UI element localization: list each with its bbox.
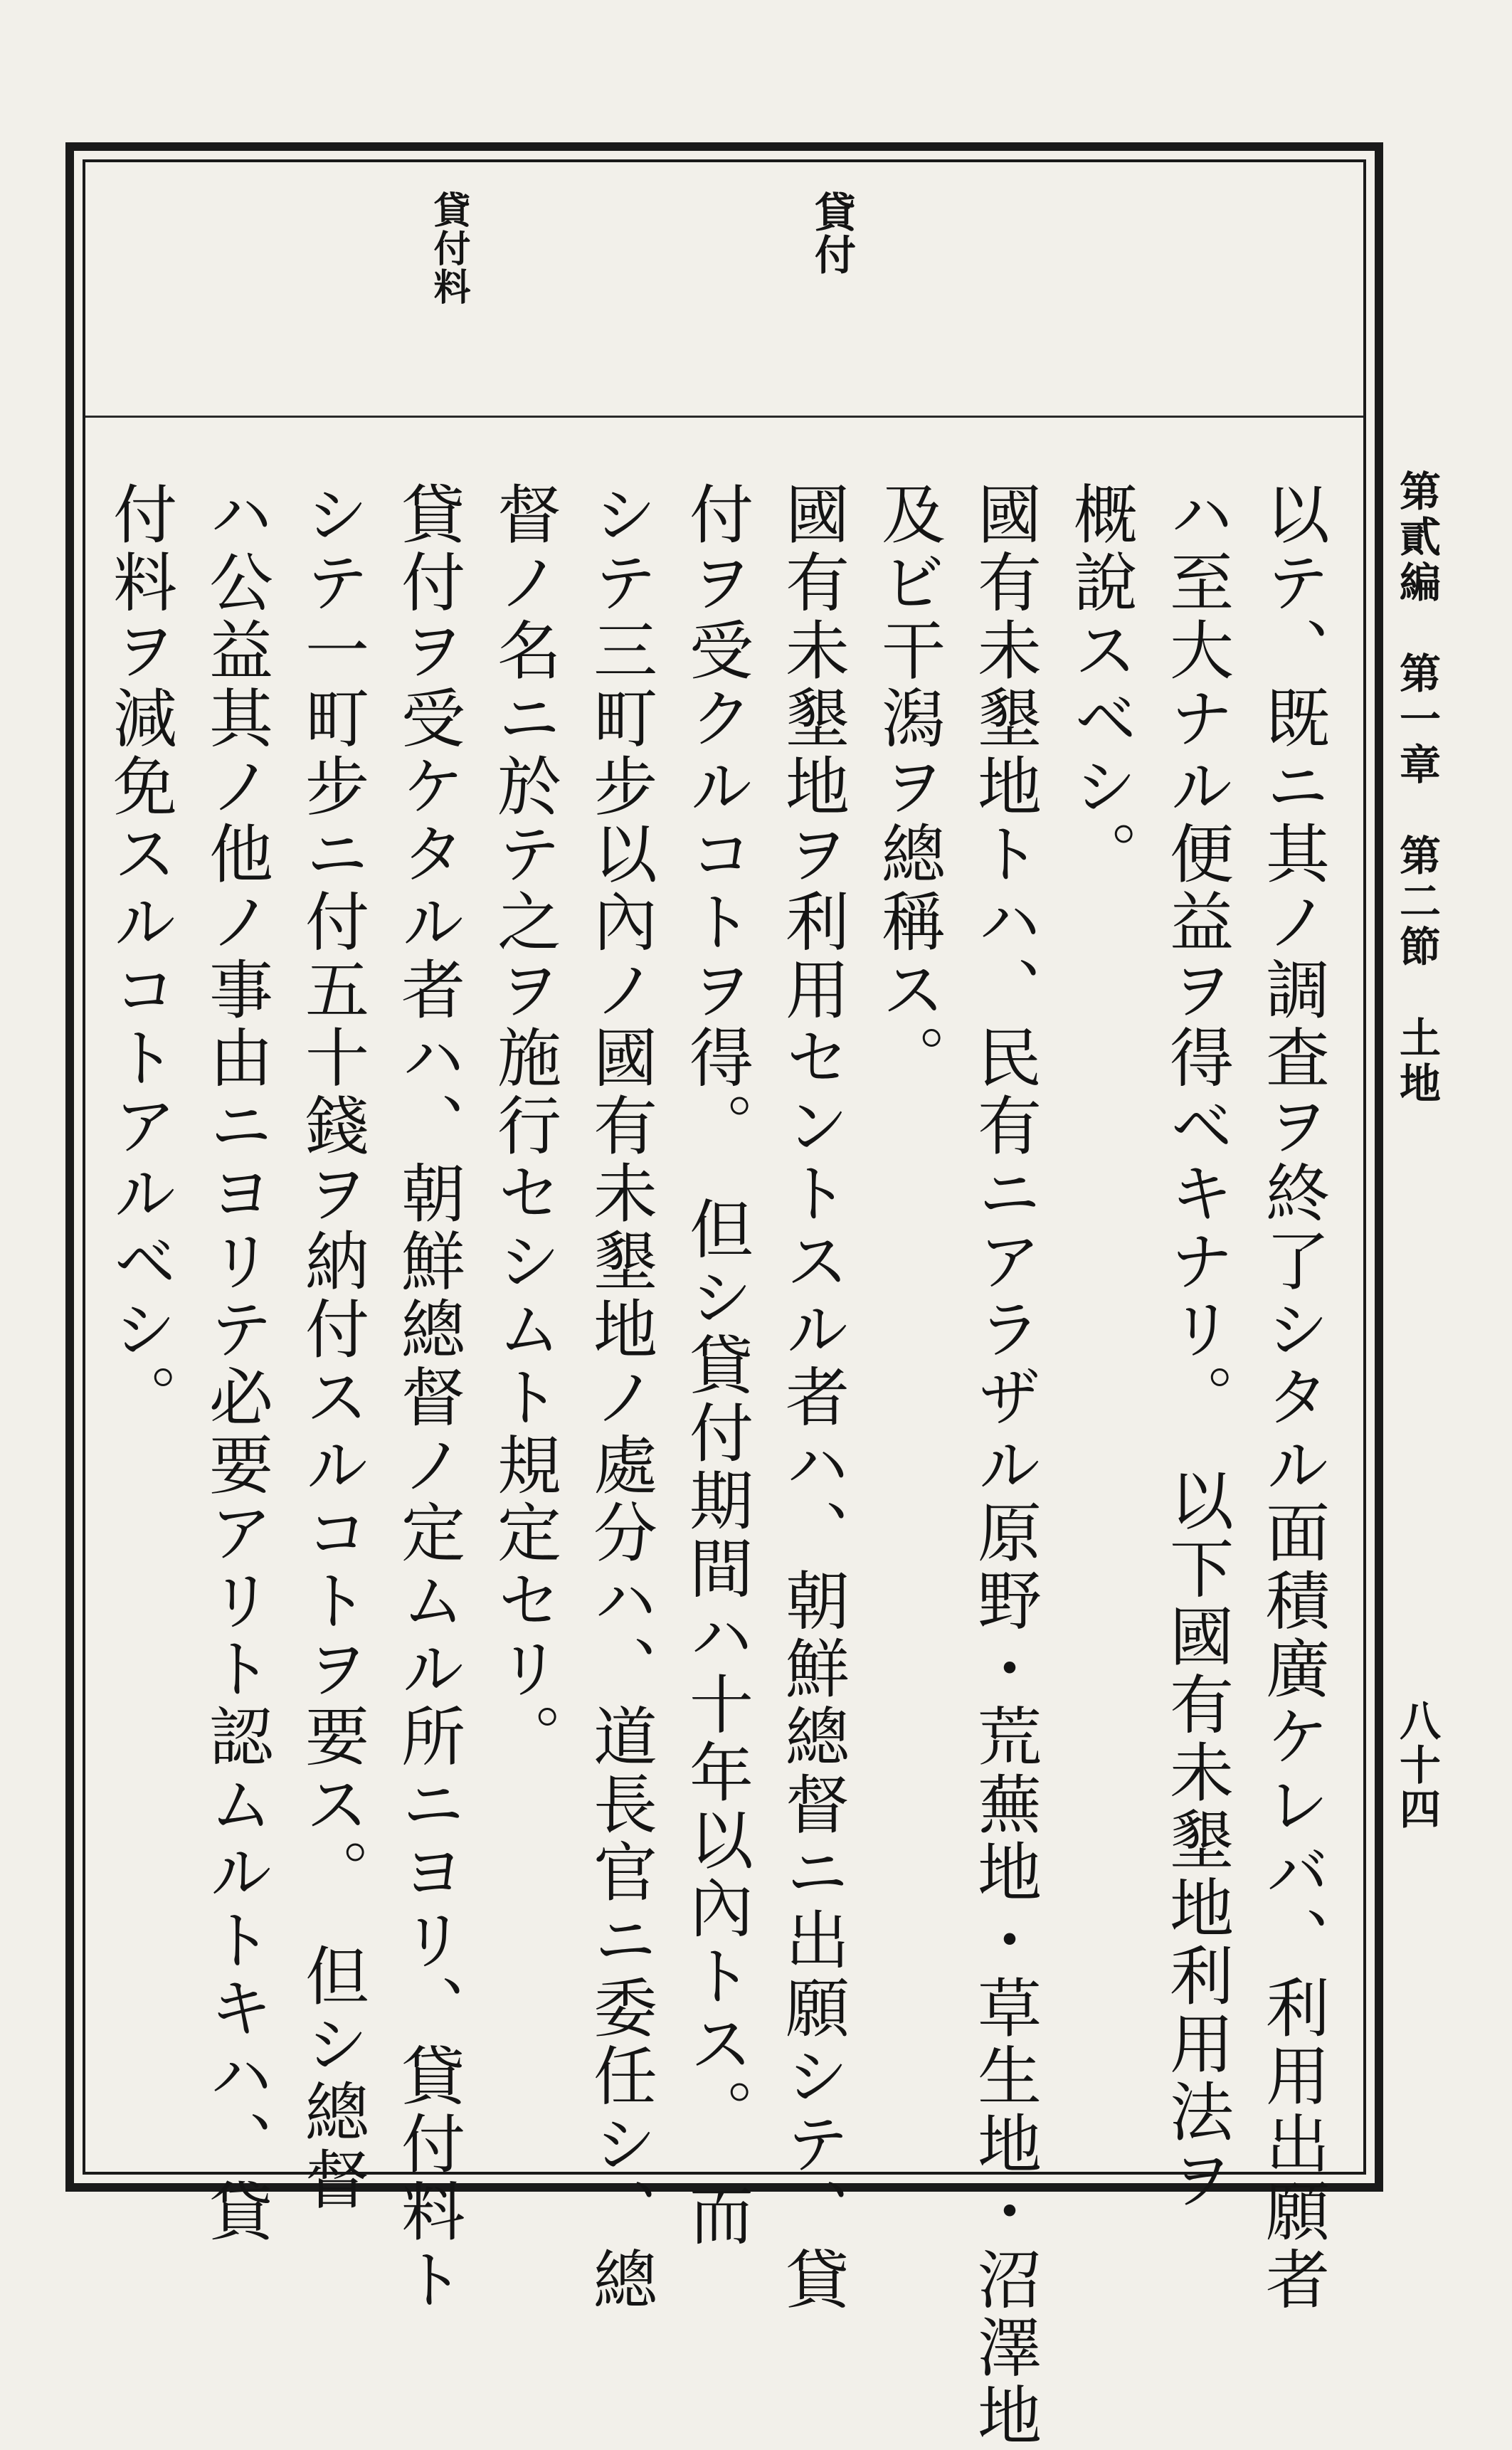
- text-column-1: 以テ、既ニ其ノ調査ヲ終了シタル面積廣ケレバ、利用出願者: [1254, 481, 1329, 2314]
- text-column-7: 付ヲ受クルコトヲ得。 但シ貸付期間ハ十年以內トス。 而: [678, 481, 753, 2250]
- text-column-9: 督ノ名ニ於テ之ヲ施行セシムト規定セリ。: [486, 481, 561, 1771]
- text-column-11: シテ一町步ニ付五十錢ヲ納付スルコトヲ要ス。 但シ總督: [294, 481, 369, 2214]
- headnote-lending: 貸付: [808, 191, 856, 276]
- headnote-lending-fee: 貸付料: [427, 191, 470, 306]
- text-column-8: シテ三町步以內ノ國有未墾地ノ處分ハ、道長官ニ委任シ、總: [582, 481, 657, 2314]
- page-number: 八十四: [1392, 1699, 1441, 1832]
- text-column-6: 國有未墾地ヲ利用セントスル者ハ、朝鮮總督ニ出願シテ、貸: [774, 481, 849, 2314]
- text-column-4: 國有未墾地トハ、民有ニアラザル原野・荒蕪地・草生地・沼澤地: [966, 481, 1041, 2450]
- text-column-5: 及ビ干潟ヲ總稱ス。: [870, 481, 945, 1092]
- text-column-3: 概說スベシ。: [1062, 481, 1137, 889]
- running-header: 第貳編 第一章 第二節 土地: [1392, 470, 1441, 1107]
- text-column-2: ハ至大ナル便益ヲ得ベキナリ。 以下國有未墾地利用法ヲ: [1158, 481, 1233, 2214]
- text-column-13: 付料ヲ減免スルコトアルベシ。: [102, 481, 176, 1432]
- text-column-12: ハ公益其ノ他ノ事由ニヨリテ必要アリト認ムルトキハ、貸: [198, 481, 273, 2246]
- text-column-10: 貸付ヲ受ケタル者ハ、朝鮮總督ノ定ムル所ニヨリ、貸付料ト: [390, 481, 465, 2314]
- headnote-divider: [85, 416, 1363, 418]
